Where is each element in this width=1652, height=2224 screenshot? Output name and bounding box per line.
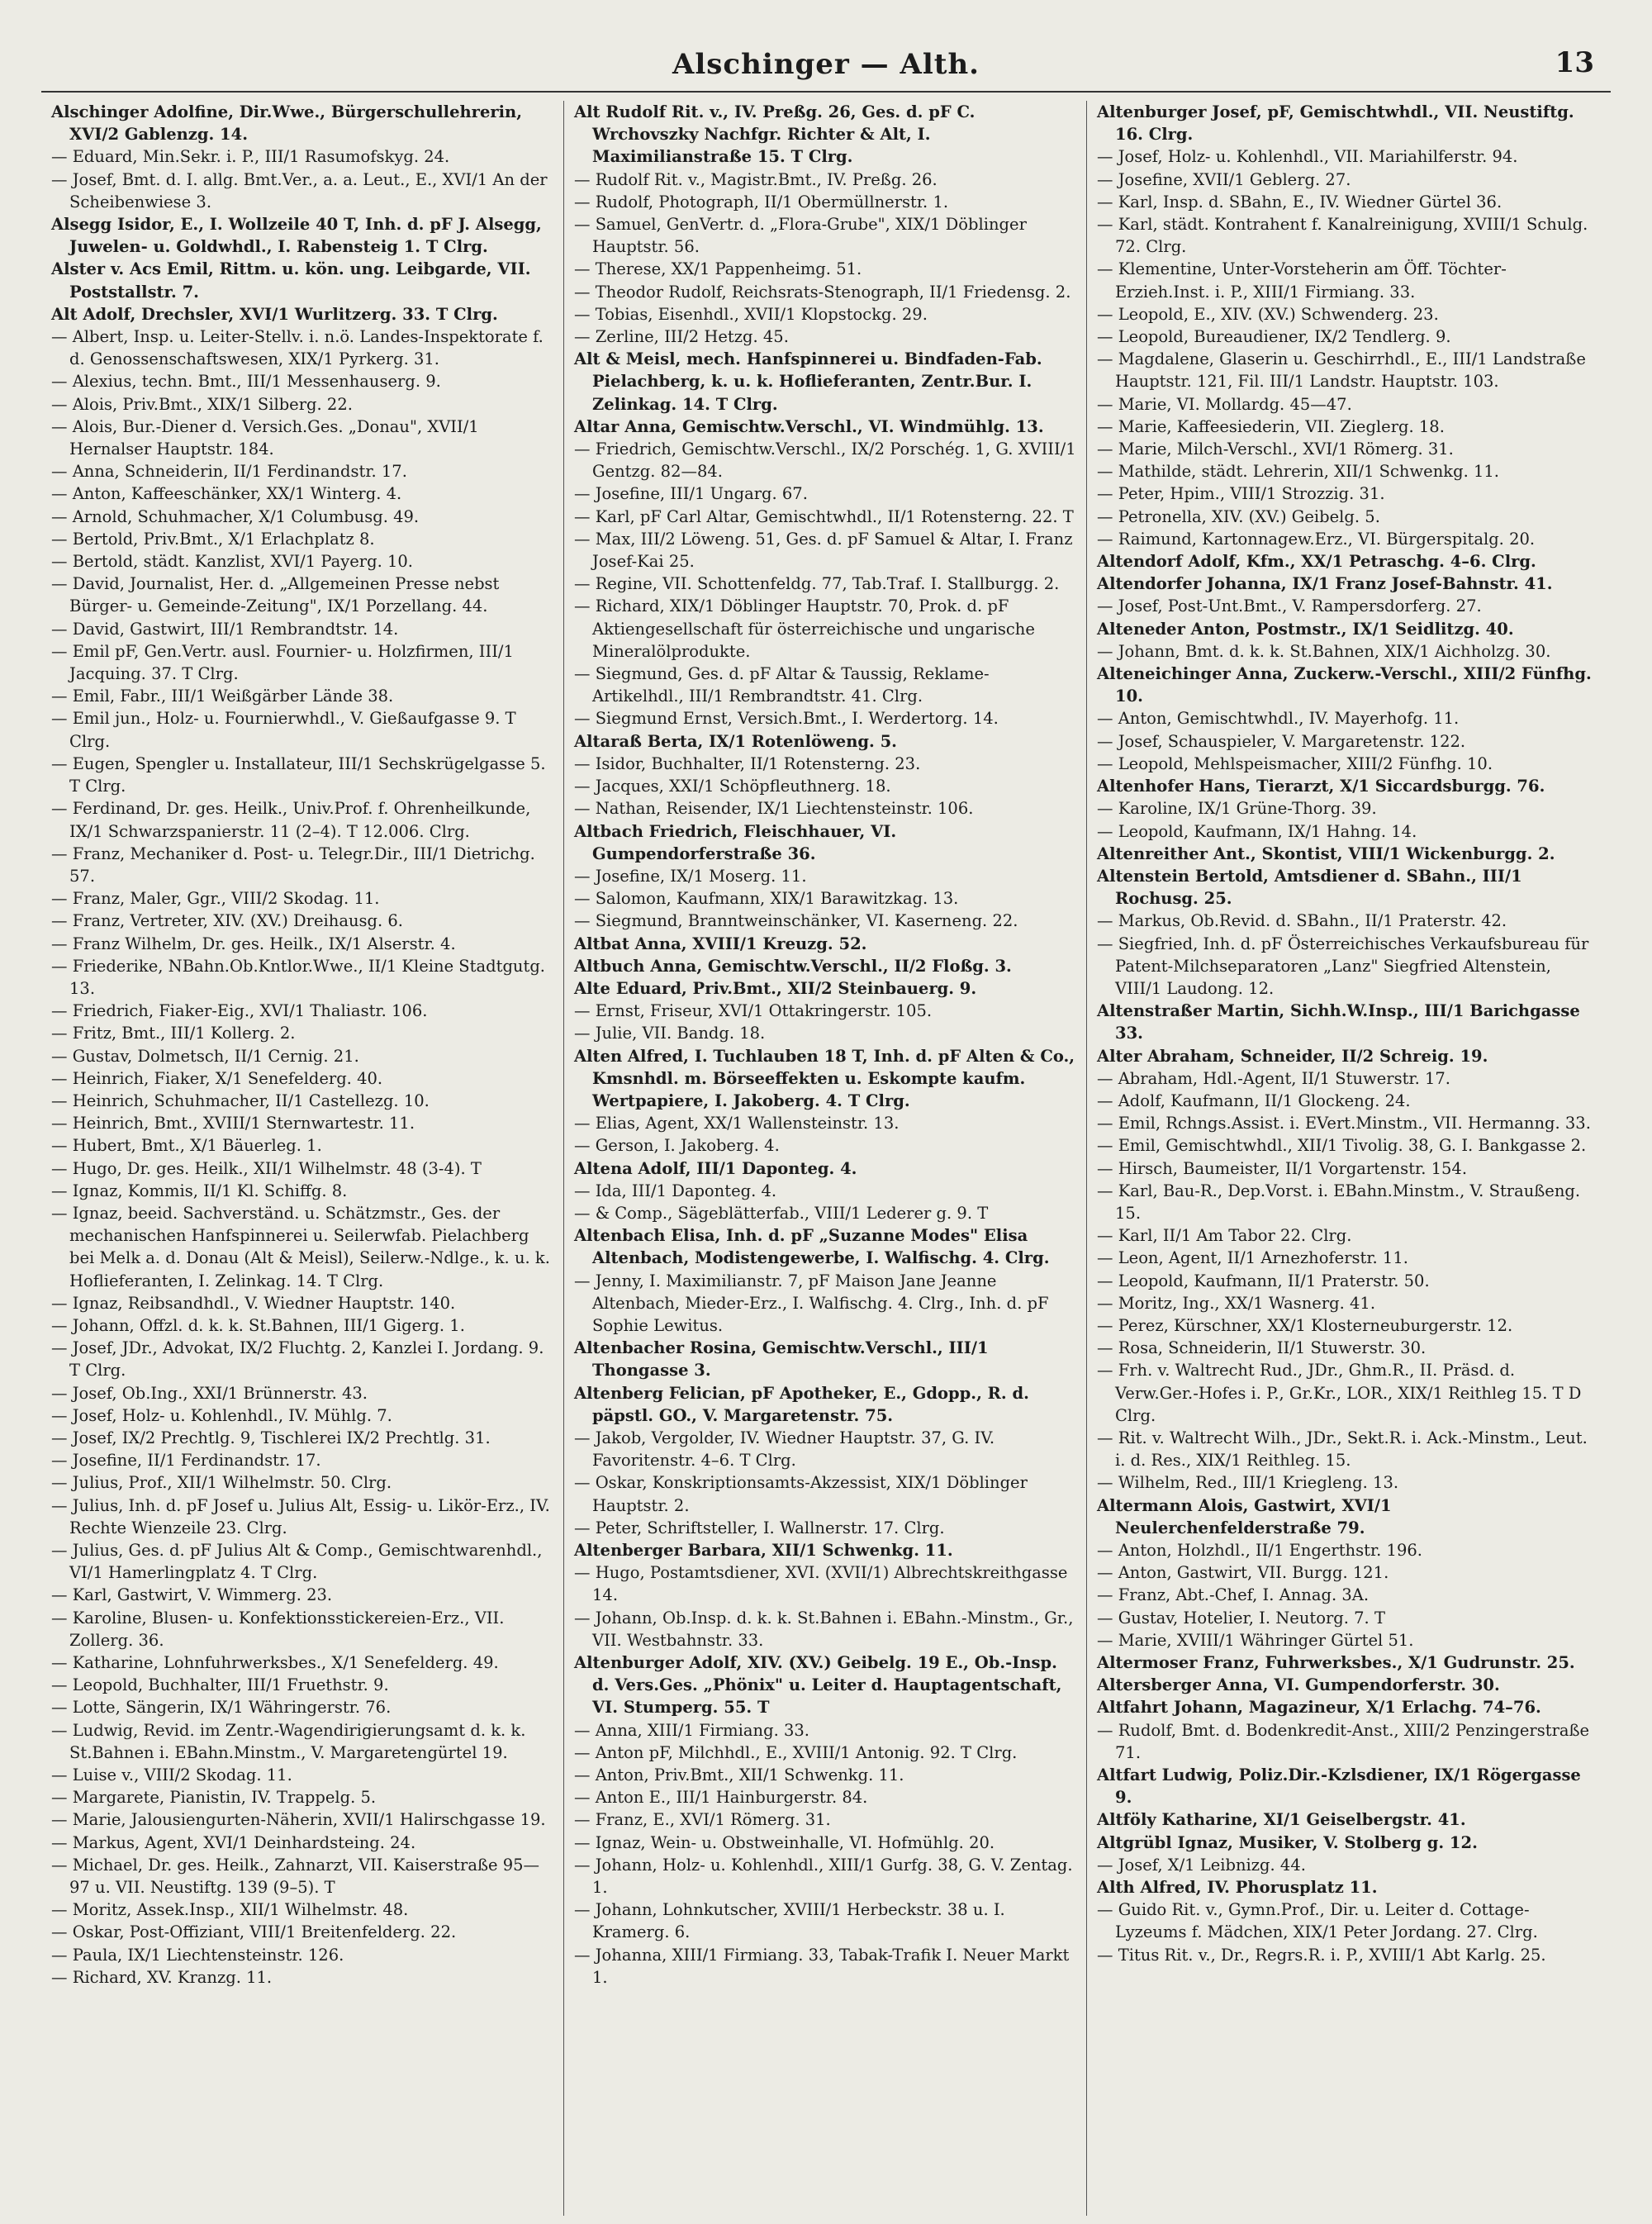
- directory-entry: Altermoser Franz, Fuhrwerksbes., X/1 Gudrunstr. 25.: [1097, 1653, 1575, 1673]
- column-2: [564, 101, 1087, 2216]
- directory-entry: — Jenny, I. Maximilianstr. 7, pF Maison Jane Jeanne Altenbach, Mieder-Erz., I. Walfischg. 4. Clrg., Inh. d. pF Sophie Lewitus.: [574, 1271, 1049, 1335]
- directory-entry: Alth Alfred, IV. Phorusplatz 11.: [1097, 1878, 1378, 1898]
- directory-entry: — Johann, Offzl. d. k. k. St.Bahnen, III/1 Gigerg. 1.: [51, 1315, 465, 1335]
- directory-entry: — Magdalene, Glaserin u. Geschirrhdl., E., III/1 Landstraße Hauptstr. 121, Fil. III/1 Landstr. Hauptstr. 103.: [1097, 349, 1586, 392]
- directory-entry: — Peter, Hpim., VIII/1 Strozzig. 31.: [1097, 484, 1385, 504]
- directory-entry: — Leopold, Bureaudiener, IX/2 Tendlerg. 9.: [1097, 327, 1451, 347]
- directory-entry: — Johann, Ob.Insp. d. k. k. St.Bahnen i. EBahn.-Minstm., Gr., VII. Westbahnstr. 33.: [574, 1608, 1074, 1650]
- directory-entry: — Bertold, Priv.Bmt., X/1 Erlachplatz 8.: [51, 529, 375, 549]
- directory-entry: — Elias, Agent, XX/1 Wallensteinstr. 13.: [574, 1114, 900, 1133]
- directory-entry: — Leopold, Buchhalter, III/1 Fruethstr. 9.: [51, 1675, 389, 1695]
- directory-entry: — Marie, VI. Mollardg. 45—47.: [1097, 394, 1352, 414]
- directory-entry: — Marie, Milch-Verschl., XVI/1 Römerg. 31.: [1097, 440, 1454, 459]
- directory-entry: — Moritz, Ing., XX/1 Wasnerg. 41.: [1097, 1293, 1376, 1313]
- directory-entry: — Titus Rit. v., Dr., Regrs.R. i. P., XVIII/1 Abt Karlg. 25.: [1097, 1945, 1546, 1965]
- directory-entry: — Anton, Gemischtwhdl., IV. Mayerhofg. 11.: [1097, 709, 1460, 729]
- directory-entry: — Heinrich, Schuhmacher, II/1 Castellezg. 10.: [51, 1091, 430, 1110]
- directory-entry: — Hirsch, Baumeister, II/1 Vorgartenstr. 154.: [1097, 1158, 1468, 1178]
- directory-entry: — Hubert, Bmt., X/1 Bäuerleg. 1.: [51, 1136, 322, 1156]
- directory-entry: — Richard, XV. Kranzg. 11.: [51, 1967, 273, 1987]
- directory-entry: — Franz Wilhelm, Dr. ges. Heilk., IX/1 Alserstr. 4.: [51, 934, 456, 953]
- directory-entry: — Julie, VII. Bandg. 18.: [574, 1024, 766, 1043]
- directory-entry: Alten Alfred, I. Tuchlauben 18 T, Inh. d. pF Alten & Co., Kmsnhdl. m. Börseeffekten u. Eskompte kaufm. Wertpapiere, I. Jakoberg. 4. T Clrg.: [574, 1046, 1075, 1110]
- directory-entry: — Anton, Gastwirt, VII. Burgg. 121.: [1097, 1563, 1389, 1583]
- directory-entry: — Alois, Bur.-Diener d. Versich.Ges. „Donau", XVII/1 Hernalser Hauptstr. 184.: [51, 416, 479, 459]
- directory-entry: Altenbacher Rosina, Gemischtw.Verschl., III/1 Thongasse 3.: [574, 1338, 989, 1380]
- directory-entry: Alster v. Acs Emil, Rittm. u. kön. ung. Leibgarde, VII. Poststallstr. 7.: [51, 259, 531, 302]
- directory-entry: — Emil, Fabr., III/1 Weißgärber Lände 38.: [51, 687, 394, 706]
- directory-entry: — Paula, IX/1 Liechtensteinstr. 126.: [51, 1945, 344, 1965]
- directory-entry: Alt & Meisl, mech. Hanfspinnerei u. Bindfaden-Fab. Pielachberg, k. u. k. Hoflieferanten, Zentr.Bur. I. Zelinkag. 14. T Clrg.: [574, 349, 1042, 414]
- directory-entry: — Leopold, Kaufmann, IX/1 Hahng. 14.: [1097, 821, 1417, 841]
- directory-entry: — Eduard, Min.Sekr. i. P., III/1 Rasumofskyg. 24.: [51, 147, 450, 167]
- directory-entry: — & Comp., Sägeblätterfab., VIII/1 Lederer g. 9. T: [574, 1203, 989, 1223]
- directory-entry: Alschinger Adolfine, Dir.Wwe., Bürgerschullehrerin, XVI/2 Gablenzg. 14.: [51, 102, 523, 145]
- directory-entry: Altfart Ludwig, Poliz.Dir.-Kzlsdiener, IX/1 Rögergasse 9.: [1097, 1765, 1581, 1808]
- directory-entry: — Emil pF, Gen.Vertr. ausl. Fournier- u. Holzfirmen, III/1 Jacquing. 37. T Clrg.: [51, 641, 514, 684]
- page-number: 13: [1555, 46, 1594, 79]
- directory-entry: — Leopold, Mehlspeismacher, XIII/2 Fünfhg. 10.: [1097, 753, 1493, 773]
- directory-entry: — Leopold, Kaufmann, II/1 Praterstr. 50.: [1097, 1271, 1430, 1290]
- directory-entry: — Theodor Rudolf, Reichsrats-Stenograph, II/1 Friedensg. 2.: [574, 282, 1071, 302]
- directory-entry: — Marie, Kaffeesiederin, VII. Zieglerg. 18.: [1097, 416, 1445, 436]
- directory-entry: Alte Eduard, Priv.Bmt., XII/2 Steinbauerg. 9.: [574, 978, 977, 998]
- directory-entry: Altbach Friedrich, Fleischhauer, VI. Gumpendorferstraße 36.: [574, 821, 897, 863]
- directory-entry: — Friedrich, Gemischtw.Verschl., IX/2 Porschég. 1, G. XVIII/1 Gentzg. 82—84.: [574, 440, 1076, 482]
- directory-entry: — Anton E., III/1 Hainburgerstr. 84.: [574, 1788, 868, 1808]
- directory-entry: — Josef, IX/2 Prechtlg. 9, Tischlerei IX/2 Prechtlg. 31.: [51, 1428, 491, 1447]
- directory-entry: — Tobias, Eisenhdl., XVII/1 Klopstockg. 29.: [574, 304, 928, 324]
- directory-entry: Altenstraßer Martin, Sichh.W.Insp., III/1 Barichgasse 33.: [1097, 1001, 1580, 1043]
- directory-entry: Altenhofer Hans, Tierarzt, X/1 Siccardsburgg. 76.: [1097, 777, 1545, 796]
- directory-entry: Alteneder Anton, Postmstr., IX/1 Seidlitzg. 40.: [1097, 619, 1514, 639]
- directory-entry: — Anna, XIII/1 Firmiang. 33.: [574, 1720, 809, 1740]
- directory-entry: — Eugen, Spengler u. Installateur, III/1 Sechskrügelgasse 5. T Clrg.: [51, 753, 546, 796]
- directory-entry: Altbuch Anna, Gemischtw.Verschl., II/2 Floßg. 3.: [574, 956, 1012, 976]
- directory-entry: Altgrübl Ignaz, Musiker, V. Stolberg g. 12.: [1097, 1832, 1478, 1852]
- directory-entry: — Hugo, Dr. ges. Heilk., XII/1 Wilhelmstr. 48 (3-4). T: [51, 1158, 482, 1178]
- directory-entry: — Petronella, XIV. (XV.) Geibelg. 5.: [1097, 506, 1380, 526]
- directory-entry: Altenberg Felician, pF Apotheker, E., Gdopp., R. d. päpstl. GO., V. Margaretenstr. 75.: [574, 1383, 1029, 1425]
- directory-entry: — Siegmund, Branntweinschänker, VI. Kaserneng. 22.: [574, 911, 1018, 931]
- directory-entry: — David, Journalist, Her. d. „Allgemeinen Presse nebst Bürger- u. Gemeinde-Zeitung", IX/1 Porzellang. 44.: [51, 574, 500, 616]
- directory-entry: — Josefine, IX/1 Moserg. 11.: [574, 866, 807, 886]
- directory-entry: — Arnold, Schuhmacher, X/1 Columbusg. 49.: [51, 506, 420, 526]
- directory-entry: — Moritz, Assek.Insp., XII/1 Wilhelmstr. 48.: [51, 1900, 409, 1920]
- directory-entry: Altenreither Ant., Skontist, VIII/1 Wickenburgg. 2.: [1097, 844, 1555, 863]
- directory-entry: — Lotte, Sängerin, IX/1 Währingerstr. 76.: [51, 1698, 392, 1718]
- directory-entry: — Alois, Priv.Bmt., XIX/1 Silberg. 22.: [51, 394, 353, 414]
- directory-entry: — Josef, JDr., Advokat, IX/2 Fluchtg. 2, Kanzlei I. Jordang. 9. T Clrg.: [51, 1338, 544, 1380]
- directory-columns: [41, 101, 1611, 2216]
- directory-entry: Altendorf Adolf, Kfm., XX/1 Petraschg. 4–6. Clrg.: [1097, 552, 1536, 572]
- directory-entry: — Fritz, Bmt., III/1 Kollerg. 2.: [51, 1024, 296, 1043]
- directory-entry: Altenburger Adolf, XIV. (XV.) Geibelg. 19 E., Ob.-Insp. d. Vers.Ges. „Phönix" u. Leiter d. Hauptagentschaft, VI. Stumperg. 55. T: [574, 1653, 1062, 1718]
- directory-entry: — Franz, Abt.-Chef, I. Annag. 3A.: [1097, 1585, 1370, 1605]
- directory-entry: — Karl, pF Carl Altar, Gemischtwhdl., II/1 Rotensterng. 22. T: [574, 506, 1074, 526]
- directory-entry: — Siegfried, Inh. d. pF Österreichisches Verkaufsbureau für Patent-Milchseparatoren „Lanz" Siegfried Altenstein, VIII/1 Laudong. 12.: [1097, 934, 1589, 998]
- directory-entry: Altenbach Elisa, Inh. d. pF „Suzanne Modes" Elisa Altenbach, Modistengewerbe, I. Walfischg. 4. Clrg.: [574, 1226, 1050, 1268]
- directory-entry: — Oskar, Post-Offiziant, VIII/1 Breitenfelderg. 22.: [51, 1922, 457, 1942]
- directory-entry: — Rit. v. Waltrecht Wilh., JDr., Sekt.R. i. Ack.-Minstm., Leut. i. d. Res., XIX/1 Reithleg. 15.: [1097, 1428, 1588, 1471]
- directory-entry: Altaraß Berta, IX/1 Rotenlöweng. 5.: [574, 731, 897, 751]
- directory-entry: — Josef, X/1 Leibnizg. 44.: [1097, 1855, 1306, 1875]
- directory-entry: Altfahrt Johann, Magazineur, X/1 Erlachg. 74–76.: [1097, 1698, 1541, 1718]
- directory-entry: — Markus, Agent, XVI/1 Deinhardsteing. 24.: [51, 1832, 416, 1852]
- directory-entry: — Karoline, IX/1 Grüne-Thorg. 39.: [1097, 799, 1377, 819]
- directory-entry: — Frh. v. Waltrecht Rud., JDr., Ghm.R., II. Präsd. d. Verw.Ger.-Hofes i. P., Gr.Kr., LOR., XIX/1 Reithleg 15. T D Clrg.: [1097, 1361, 1582, 1425]
- directory-entry: — Ignaz, Reibsandhdl., V. Wiedner Hauptstr. 140.: [51, 1293, 456, 1313]
- directory-entry: Altbat Anna, XVIII/1 Kreuzg. 52.: [574, 934, 867, 953]
- directory-entry: Altenberger Barbara, XII/1 Schwenkg. 11.: [574, 1541, 953, 1560]
- directory-entry: — Klementine, Unter-Vorsteherin am Öff. Töchter-Erzieh.Inst. i. P., XIII/1 Firmiang. 33.: [1097, 259, 1507, 302]
- directory-entry: — Josefine, II/1 Ferdinandstr. 17.: [51, 1451, 321, 1471]
- directory-entry: — Josef, Holz- u. Kohlenhdl., IV. Mühlg. 7.: [51, 1405, 392, 1425]
- page-title: Alschinger — Alth.: [672, 48, 980, 81]
- directory-entry: — Karoline, Blusen- u. Konfektionsstickereien-Erz., VII. Zollerg. 36.: [51, 1608, 505, 1650]
- directory-entry: — Raimund, Kartonnagew.Erz., VI. Bürgerspitalg. 20.: [1097, 529, 1536, 549]
- directory-entry: Alter Abraham, Schneider, II/2 Schreig. 19.: [1097, 1046, 1488, 1066]
- directory-entry: — Rosa, Schneiderin, II/1 Stuwerstr. 30.: [1097, 1338, 1427, 1358]
- directory-entry: — Johann, Bmt. d. k. k. St.Bahnen, XIX/1 Aichholzg. 30.: [1097, 641, 1551, 661]
- directory-entry: Altendorfer Johanna, IX/1 Franz Josef-Bahnstr. 41.: [1097, 574, 1553, 594]
- directory-entry: — Leopold, E., XIV. (XV.) Schwenderg. 23.: [1097, 304, 1439, 324]
- directory-entry: — Luise v., VIII/2 Skodag. 11.: [51, 1765, 292, 1785]
- directory-entry: — Adolf, Kaufmann, II/1 Glockeng. 24.: [1097, 1091, 1411, 1110]
- directory-entry: — Nathan, Reisender, IX/1 Liechtensteinstr. 106.: [574, 799, 974, 819]
- directory-entry: — Karl, II/1 Am Tabor 22. Clrg.: [1097, 1226, 1352, 1246]
- directory-entry: — Therese, XX/1 Pappenheimg. 51.: [574, 259, 862, 279]
- directory-entry: Altermann Alois, Gastwirt, XVI/1 Neulerchenfelderstraße 79.: [1097, 1495, 1392, 1537]
- directory-entry: — Karl, Bau-R., Dep.Vorst. i. EBahn.Minstm., V. Straußeng. 15.: [1097, 1181, 1581, 1223]
- directory-entry: — Heinrich, Fiaker, X/1 Senefelderg. 40.: [51, 1068, 383, 1088]
- directory-entry: — Friederike, NBahn.Ob.Kntlor.Wwe., II/1 Kleine Stadtgutg. 13.: [51, 956, 546, 998]
- directory-entry: — Ernst, Friseur, XVI/1 Ottakringerstr. 105.: [574, 1001, 933, 1021]
- directory-entry: — Josef, Ob.Ing., XXI/1 Brünnerstr. 43.: [51, 1383, 368, 1403]
- directory-entry: — Josefine, III/1 Ungarg. 67.: [574, 484, 808, 504]
- directory-entry: — Samuel, GenVertr. d. „Flora-Grube", XIX/1 Döblinger Hauptstr. 56.: [574, 215, 1027, 257]
- directory-entry: — Johann, Lohnkutscher, XVIII/1 Herbeckstr. 38 u. I. Kramerg. 6.: [574, 1900, 1005, 1942]
- directory-entry: — Anton pF, Milchhdl., E., XVIII/1 Antonig. 92. T Clrg.: [574, 1742, 1018, 1762]
- directory-entry: — Julius, Prof., XII/1 Wilhelmstr. 50. Clrg.: [51, 1473, 392, 1493]
- directory-entry: — Mathilde, städt. Lehrerin, XII/1 Schwenkg. 11.: [1097, 462, 1499, 482]
- directory-entry: — Margarete, Pianistin, IV. Trappelg. 5.: [51, 1788, 377, 1808]
- directory-entry: Altenstein Bertold, Amtsdiener d. SBahn., III/1 Rochusg. 25.: [1097, 866, 1522, 909]
- directory-entry: — Ignaz, Wein- u. Obstweinhalle, VI. Hofmühlg. 20.: [574, 1832, 995, 1852]
- directory-entry: — Siegmund Ernst, Versich.Bmt., I. Werdertorg. 14.: [574, 709, 999, 729]
- directory-entry: — Jacques, XXI/1 Schöpfleuthnerg. 18.: [574, 777, 891, 796]
- directory-entry: Altenburger Josef, pF, Gemischtwhdl., VII. Neustiftg. 16. Clrg.: [1097, 102, 1574, 145]
- directory-entry: — Josef, Holz- u. Kohlenhdl., VII. Mariahilferstr. 94.: [1097, 147, 1518, 167]
- directory-entry: Alt Rudolf Rit. v., IV. Preßg. 26, Ges. d. pF C. Wrchovszky Nachfgr. Richter & Alt, I. Maximilianstraße 15. T Clrg.: [574, 102, 976, 167]
- directory-entry: Alt Adolf, Drechsler, XVI/1 Wurlitzerg. 33. T Clrg.: [51, 304, 498, 324]
- directory-entry: — Abraham, Hdl.-Agent, II/1 Stuwerstr. 17.: [1097, 1068, 1451, 1088]
- directory-entry: — Max, III/2 Löweng. 51, Ges. d. pF Samuel & Altar, I. Franz Josef-Kai 25.: [574, 529, 1073, 572]
- directory-entry: — Emil jun., Holz- u. Fournierwhdl., V. Gießaufgasse 9. T Clrg.: [51, 709, 516, 751]
- directory-entry: — Rudolf, Photograph, II/1 Obermüllnerstr. 1.: [574, 192, 949, 211]
- directory-entry: — Guido Rit. v., Gymn.Prof., Dir. u. Leiter d. Cottage-Lyzeums f. Mädchen, XIX/1 Peter Jordang. 27. Clrg.: [1097, 1900, 1538, 1942]
- directory-entry: — Jakob, Vergolder, IV. Wiedner Hauptstr. 37, G. IV. Favoritenstr. 4–6. T Clrg.: [574, 1428, 995, 1471]
- column-1: [41, 101, 564, 2216]
- directory-entry: — Michael, Dr. ges. Heilk., Zahnarzt, VII. Kaiserstraße 95—97 u. VII. Neustiftg. 139 (9–5). T: [51, 1855, 540, 1898]
- directory-entry: — Karl, Insp. d. SBahn, E., IV. Wiedner Gürtel 36.: [1097, 192, 1502, 211]
- directory-entry: — Alexius, techn. Bmt., III/1 Messenhauserg. 9.: [51, 372, 441, 392]
- directory-entry: — Franz, Mechaniker d. Post- u. Telegr.Dir., III/1 Dietrichg. 57.: [51, 844, 535, 886]
- directory-entry: — Julius, Inh. d. pF Josef u. Julius Alt, Essig- u. Likör-Erz., IV. Rechte Wienzeile 23. Clrg.: [51, 1495, 550, 1537]
- directory-entry: — Richard, XIX/1 Döblinger Hauptstr. 70, Prok. d. pF Aktiengesellschaft für österreichische und ungarische Mineralölprodukte.: [574, 596, 1035, 661]
- directory-entry: — Josef, Post-Unt.Bmt., V. Rampersdorferg. 27.: [1097, 596, 1482, 616]
- directory-entry: — Markus, Ob.Revid. d. SBahn., II/1 Praterstr. 42.: [1097, 911, 1507, 931]
- directory-entry: — Gustav, Dolmetsch, II/1 Cernig. 21.: [51, 1046, 359, 1066]
- directory-entry: Altena Adolf, III/1 Daponteg. 4.: [574, 1158, 857, 1178]
- directory-entry: — Josefine, XVII/1 Geblerg. 27.: [1097, 169, 1351, 189]
- directory-entry: — Gerson, I. Jakoberg. 4.: [574, 1136, 780, 1156]
- directory-entry: — Ignaz, beeid. Sachverständ. u. Schätzmstr., Ges. der mechanischen Hanfspinnerei u. Seilerwfab. Pielachberg bei Melk a. d. Donau (Alt & Meisl), Seilerw.-Ndlge., k. u. k. Hoflieferanten, I. Zelinkag. 14. T Clrg.: [51, 1203, 550, 1290]
- directory-entry: — Oskar, Konskriptionsamts-Akzessist, XIX/1 Döblinger Hauptstr. 2.: [574, 1473, 1028, 1515]
- directory-entry: — Peter, Schriftsteller, I. Wallnerstr. 17. Clrg.: [574, 1518, 945, 1537]
- directory-entry: — Heinrich, Bmt., XVIII/1 Sternwartestr. 11.: [51, 1114, 415, 1133]
- directory-entry: — Katharine, Lohnfuhrwerksbes., X/1 Senefelderg. 49.: [51, 1653, 499, 1673]
- directory-entry: — Marie, XVIII/1 Währinger Gürtel 51.: [1097, 1630, 1414, 1650]
- directory-entry: — Franz, E., XVI/1 Römerg. 31.: [574, 1810, 831, 1830]
- directory-entry: — Hugo, Postamtsdiener, XVI. (XVII/1) Albrechtskreithgasse 14.: [574, 1563, 1068, 1605]
- directory-entry: — Anton, Priv.Bmt., XII/1 Schwenkg. 11.: [574, 1765, 904, 1785]
- directory-entry: — Albert, Insp. u. Leiter-Stellv. i. n.ö. Landes-Inspektorate f. d. Genossenschaftswesen, XIX/1 Pyrkerg. 31.: [51, 327, 544, 369]
- directory-entry: — Perez, Kürschner, XX/1 Klosterneuburgerstr. 12.: [1097, 1315, 1513, 1335]
- directory-entry: — Siegmund, Ges. d. pF Altar & Taussig, Reklame-Artikelhdl., III/1 Rembrandtstr. 41. Clrg.: [574, 664, 990, 706]
- directory-entry: — Marie, Jalousiengurten-Näherin, XVII/1 Halirschgasse 19.: [51, 1810, 546, 1830]
- directory-entry: Altar Anna, Gemischtw.Verschl., VI. Windmühlg. 13.: [574, 416, 1044, 436]
- directory-entry: — Ida, III/1 Daponteg. 4.: [574, 1181, 777, 1200]
- directory-entry: — Franz, Vertreter, XIV. (XV.) Dreihausg. 6.: [51, 911, 404, 931]
- directory-entry: — Josef, Bmt. d. I. allg. Bmt.Ver., a. a. Leut., E., XVI/1 An der Scheibenwiese 3.: [51, 169, 548, 211]
- page-header: [41, 41, 1611, 93]
- directory-entry: — Emil, Gemischtwhdl., XII/1 Tivolig. 38, G. I. Bankgasse 2.: [1097, 1136, 1587, 1156]
- directory-entry: — Franz, Maler, Ggr., VIII/2 Skodag. 11.: [51, 889, 380, 909]
- column-3: [1087, 101, 1610, 2216]
- directory-entry: — Wilhelm, Red., III/1 Kriegleng. 13.: [1097, 1473, 1399, 1493]
- directory-entry: — David, Gastwirt, III/1 Rembrandtstr. 14.: [51, 619, 399, 639]
- directory-entry: Altersberger Anna, VI. Gumpendorferstr. 30.: [1097, 1675, 1500, 1695]
- directory-entry: — Emil, Rchngs.Assist. i. EVert.Minstm., VII. Hermanng. 33.: [1097, 1114, 1591, 1133]
- directory-entry: — Regine, VII. Schottenfeldg. 77, Tab.Traf. I. Stallburgg. 2.: [574, 574, 1060, 594]
- directory-entry: — Anna, Schneiderin, II/1 Ferdinandstr. 17.: [51, 462, 407, 482]
- directory-entry: — Rudolf Rit. v., Magistr.Bmt., IV. Preßg. 26.: [574, 169, 938, 189]
- directory-entry: — Ignaz, Kommis, II/1 Kl. Schiffg. 8.: [51, 1181, 348, 1200]
- directory-entry: — Ludwig, Revid. im Zentr.-Wagendirigierungsamt d. k. k. St.Bahnen i. EBahn.Minstm., V. Margaretengürtel 19.: [51, 1720, 526, 1762]
- directory-entry: — Zerline, III/2 Hetzg. 45.: [574, 327, 789, 347]
- directory-entry: Alteneichinger Anna, Zuckerw.-Verschl., XIII/2 Fünfhg. 10.: [1097, 664, 1592, 706]
- directory-entry: Alsegg Isidor, E., I. Wollzeile 40 T, Inh. d. pF J. Alsegg, Juwelen- u. Goldwhdl., I. Rabensteig 1. T Clrg.: [51, 215, 542, 257]
- directory-entry: — Leon, Agent, II/1 Arnezhoferstr. 11.: [1097, 1248, 1408, 1268]
- directory-entry: — Rudolf, Bmt. d. Bodenkredit-Anst., XIII/2 Penzingerstraße 71.: [1097, 1720, 1590, 1762]
- directory-entry: — Isidor, Buchhalter, II/1 Rotensterng. 23.: [574, 753, 921, 773]
- directory-entry: — Johann, Holz- u. Kohlenhdl., XIII/1 Gurfg. 38, G. V. Zentag. 1.: [574, 1855, 1073, 1898]
- directory-entry: — Julius, Ges. d. pF Julius Alt & Comp., Gemischtwarenhdl., VI/1 Hamerlingplatz 4. T Clrg.: [51, 1541, 543, 1583]
- directory-entry: — Ferdinand, Dr. ges. Heilk., Univ.Prof. f. Ohrenheilkunde, IX/1 Schwarzspanierstr. 11 (2–4). T 12.006. Clrg.: [51, 799, 531, 841]
- directory-entry: — Johanna, XIII/1 Firmiang. 33, Tabak-Trafik I. Neuer Markt 1.: [574, 1945, 1070, 1987]
- directory-entry: — Salomon, Kaufmann, XIX/1 Barawitzkag. 13.: [574, 889, 959, 909]
- directory-entry: — Josef, Schauspieler, V. Margaretenstr. 122.: [1097, 731, 1466, 751]
- directory-entry: — Anton, Kaffeeschänker, XX/1 Winterg. 4.: [51, 484, 402, 504]
- directory-entry: — Karl, Gastwirt, V. Wimmerg. 23.: [51, 1585, 333, 1605]
- directory-entry: — Gustav, Hotelier, I. Neutorg. 7. T: [1097, 1608, 1385, 1628]
- directory-entry: — Anton, Holzhdl., II/1 Engerthstr. 196.: [1097, 1541, 1422, 1560]
- directory-entry: Altföly Katharine, XI/1 Geiselbergstr. 41.: [1097, 1810, 1466, 1830]
- directory-entry: — Karl, städt. Kontrahent f. Kanalreinigung, XVIII/1 Schulg. 72. Clrg.: [1097, 215, 1588, 257]
- directory-entry: — Friedrich, Fiaker-Eig., XVI/1 Thaliastr. 106.: [51, 1001, 428, 1021]
- directory-entry: — Bertold, städt. Kanzlist, XVI/1 Payerg. 10.: [51, 552, 413, 572]
